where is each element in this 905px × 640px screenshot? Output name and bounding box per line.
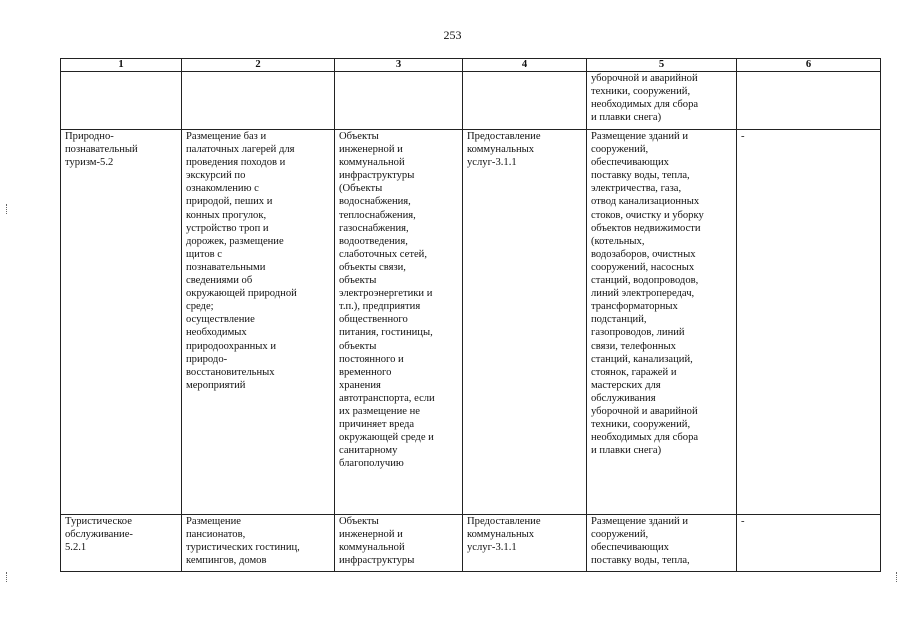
table-cell: Туристическое обслуживание- 5.2.1 — [61, 515, 182, 572]
table-cell: - — [737, 515, 881, 572]
table-cell — [61, 72, 182, 130]
table-cell — [335, 72, 463, 130]
table-cell — [463, 72, 587, 130]
table-cell: Объекты инженерной и коммунальной инфраструктуры (Объекты водоснабжения, теплоснабжения, газоснабжения, водоотведения, слаботочных сетей, объекты связи, объекты электроэнергетики и т.п.), предприятия общественного питания, гостиницы, объекты постоянного и временного хранения автотранспорта, если их размещение не причиняет вреда окружающей среде и санитарному благополучию — [335, 130, 463, 515]
column-header: 2 — [182, 59, 335, 72]
column-header: 4 — [463, 59, 587, 72]
table-row — [61, 130, 881, 515]
table-cell: Размещение баз и палаточных лагерей для проведения походов и экскурсий по ознакомлению с природой, пеших и конных прогулок, устройство троп и дорожек, размещение щитов с познавательными сведениями об окружающей природной среде; осуществление необходимых природоохранных и природо- восстановительных мероприятий — [182, 130, 335, 515]
table-cell: Размещение зданий и сооружений, обеспечивающих поставку воды, тепла, — [587, 515, 737, 572]
land-use-table — [60, 58, 881, 572]
table-row — [61, 515, 881, 572]
table-cell: Предоставление коммунальных услуг-3.1.1 — [463, 515, 587, 572]
table-cell: Размещение зданий и сооружений, обеспечивающих поставку воды, тепла, электричества, газа, отвод канализационных стоков, очистку и уборку объектов недвижимости (котельных, водозаборов, очистных сооружений, насосных станций, водопроводов, линий электропередач, трансформаторных подстанций, газопроводов, линий связи, телефонных станций, канализаций, стоянок, гаражей и мастерских для обслуживания уборочной и аварийной техники, сооружений, необходимых для сбора и плавки снега) — [587, 130, 737, 515]
column-header: 1 — [61, 59, 182, 72]
table-row — [61, 72, 881, 130]
column-header: 5 — [587, 59, 737, 72]
column-header: 3 — [335, 59, 463, 72]
scan-edge-mark — [896, 572, 898, 582]
column-header: 6 — [737, 59, 881, 72]
table-cell: Природно- познавательный туризм-5.2 — [61, 130, 182, 515]
table-cell: Размещение пансионатов, туристических гостиниц, кемпингов, домов — [182, 515, 335, 572]
table-cell: Объекты инженерной и коммунальной инфраструктуры — [335, 515, 463, 572]
table-cell: - — [737, 130, 881, 515]
scan-edge-mark — [6, 204, 8, 214]
table-header-row — [61, 59, 881, 72]
table-cell: Предоставление коммунальных услуг-3.1.1 — [463, 130, 587, 515]
table-cell — [182, 72, 335, 130]
table-cell — [737, 72, 881, 130]
page-number: 253 — [443, 28, 462, 42]
table-cell: уборочной и аварийной техники, сооружений, необходимых для сбора и плавки снега) — [587, 72, 737, 130]
scan-edge-mark — [6, 572, 8, 582]
